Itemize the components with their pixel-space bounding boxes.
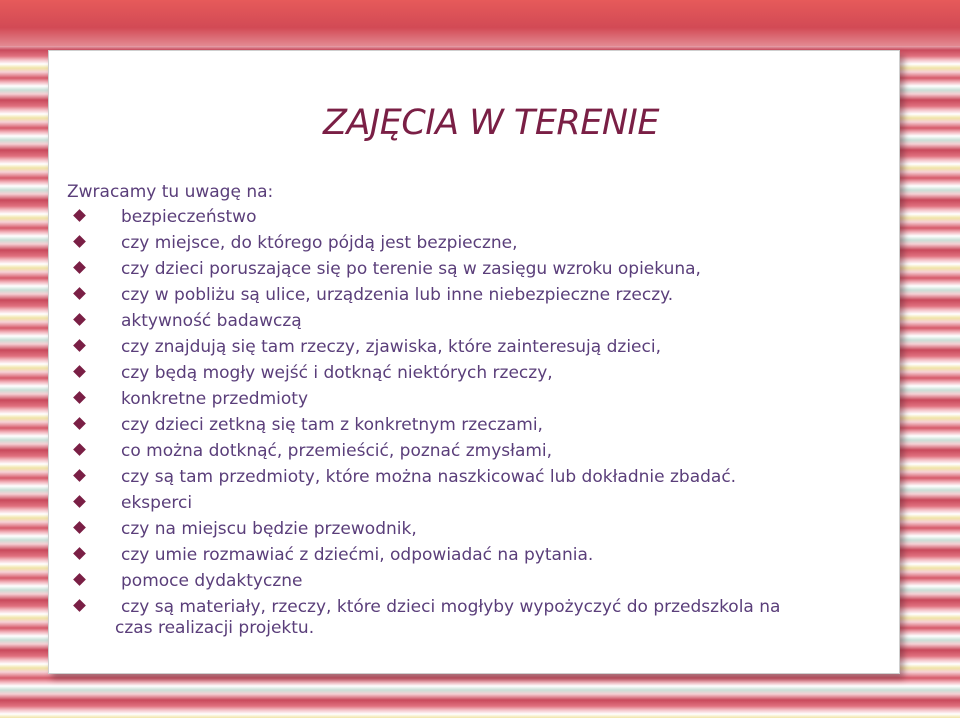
list-item-text: czy w pobliżu są ulice, urządzenia lub inne niebezpieczne rzeczy. <box>121 285 674 305</box>
list-item-text: czy umie rozmawiać z dziećmi, odpowiadać na pytania. <box>121 545 594 565</box>
diamond-bullet-icon <box>73 443 86 456</box>
list-item-text: eksperci <box>121 493 193 513</box>
diamond-bullet-icon <box>73 209 86 222</box>
list-item-text: bezpieczeństwo <box>121 207 257 227</box>
list-item <box>67 493 882 519</box>
diamond-bullet-icon <box>73 235 86 248</box>
list-item-text: czy znajdują się tam rzeczy, zjawiska, które zainteresują dzieci, <box>121 337 661 357</box>
diamond-bullet-icon <box>73 495 86 508</box>
diamond-bullet-icon <box>73 339 86 352</box>
list-item-continuation: czas realizacji projektu. <box>115 618 315 638</box>
background-top-band <box>0 0 960 46</box>
list-item-text: czy na miejscu będzie przewodnik, <box>121 519 417 539</box>
diamond-bullet-icon <box>73 261 86 274</box>
bullet-list <box>67 207 882 639</box>
list-item <box>67 441 882 467</box>
diamond-bullet-icon <box>73 547 86 560</box>
diamond-bullet-icon <box>73 391 86 404</box>
diamond-bullet-icon <box>73 521 86 534</box>
list-item <box>67 207 882 233</box>
diamond-bullet-icon <box>73 365 86 378</box>
list-item-text: czy są materiały, rzeczy, które dzieci mogłyby wypożyczyć do przedszkola na <box>121 597 781 617</box>
list-item <box>67 311 882 337</box>
list-item <box>67 415 882 441</box>
list-item <box>67 571 882 597</box>
list-item <box>67 285 882 311</box>
list-item-text: pomoce dydaktyczne <box>121 571 303 591</box>
diamond-bullet-icon <box>73 313 86 326</box>
list-item-text: czy miejsce, do którego pójdą jest bezpieczne, <box>121 233 518 253</box>
list-item <box>67 545 882 571</box>
list-item <box>67 597 882 639</box>
intro-text: Zwracamy tu uwagę na: <box>67 182 274 202</box>
list-item-text: czy są tam przedmioty, które można naszkicować lub dokładnie zbadać. <box>121 467 737 487</box>
slide-title: ZAJĘCIA W TERENIE <box>323 103 659 143</box>
list-item <box>67 363 882 389</box>
list-item-text: co można dotknąć, przemieścić, poznać zmysłami, <box>121 441 553 461</box>
slide-panel <box>48 50 900 674</box>
diamond-bullet-icon <box>73 287 86 300</box>
diamond-bullet-icon <box>73 417 86 430</box>
list-item <box>67 389 882 415</box>
slide-content <box>67 181 882 639</box>
list-item-text: czy dzieci zetkną się tam z konkretnym rzeczami, <box>121 415 543 435</box>
list-item <box>67 233 882 259</box>
diamond-bullet-icon <box>73 599 86 612</box>
diamond-bullet-icon <box>73 573 86 586</box>
list-item <box>67 519 882 545</box>
list-item-text: aktywność badawczą <box>121 311 302 331</box>
list-item-text: czy będą mogły wejść i dotknąć niektórych rzeczy, <box>121 363 553 383</box>
list-item-text: czy dzieci poruszające się po terenie są w zasięgu wzroku opiekuna, <box>121 259 701 279</box>
list-item-text: konkretne przedmioty <box>121 389 308 409</box>
list-item <box>67 259 882 285</box>
list-item <box>67 337 882 363</box>
list-item <box>67 467 882 493</box>
diamond-bullet-icon <box>73 469 86 482</box>
